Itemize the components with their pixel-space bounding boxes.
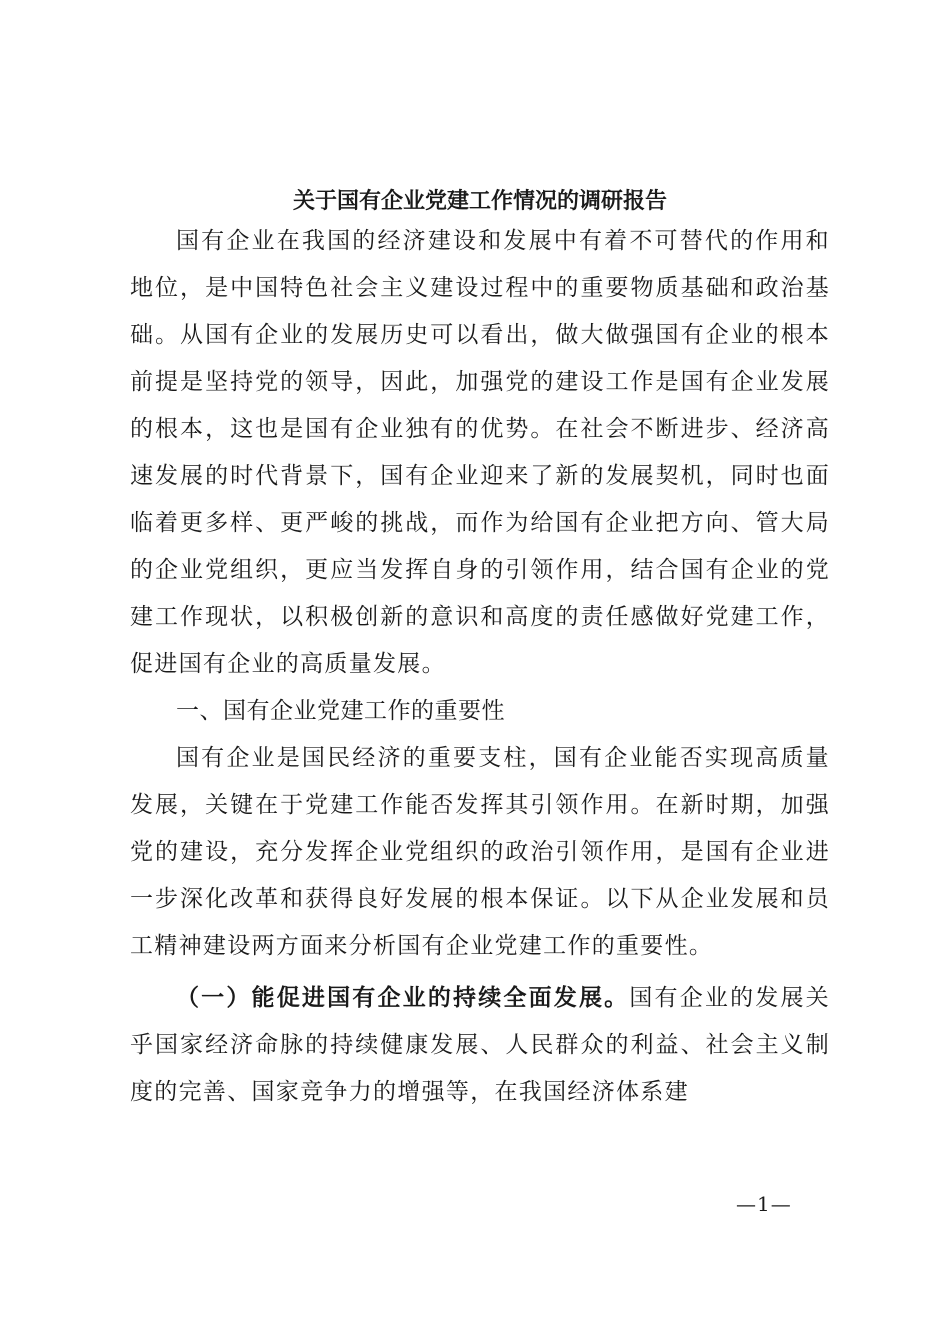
section-heading: 一、国有企业党建工作的重要性: [176, 698, 505, 724]
subsection-text: 国有企业的发展关乎国家经济命脉的持续健康发展、人民群众的利益、社会主义制度的完善、国家竞争力的增强等，在我国经济体系建: [130, 985, 830, 1105]
page-number: —1—: [736, 1192, 792, 1216]
document-title: 关于国有企业党建工作情况的调研报告: [292, 188, 667, 214]
subsection-heading: （一）能促进国有企业的持续全面发展。: [176, 984, 630, 1011]
subsection-paragraph: [130, 974, 830, 1116]
document-page: [130, 184, 830, 1116]
section-paragraph: 国有企业是国民经济的重要支柱，国有企业能否实现高质量发展，关键在于党建工作能否发挥其引领作用。在新时期，加强党的建设，充分发挥企业党组织的政治引领作用，是国有企业进一步深化改革和获得良好发展的根本保证。以下从企业发展和员工精神建设两方面来分析国有企业党建工作的重要性。: [130, 745, 830, 959]
intro-paragraph: 国有企业在我国的经济建设和发展中有着不可替代的作用和地位，是中国特色社会主义建设过程中的重要物质基础和政治基础。从国有企业的发展历史可以看出，做大做强国有企业的根本前提是坚持党的领导，因此，加强党的建设工作是国有企业发展的根本，这也是国有企业独有的优势。在社会不断进步、经济高速发展的时代背景下，国有企业迎来了新的发展契机，同时也面临着更多样、更严峻的挑战，而作为给国有企业把方向、管大局的企业党组织，更应当发挥自身的引领作用，结合国有企业的党建工作现状，以积极创新的意识和高度的责任感做好党建工作，促进国有企业的高质量发展。: [130, 228, 830, 677]
